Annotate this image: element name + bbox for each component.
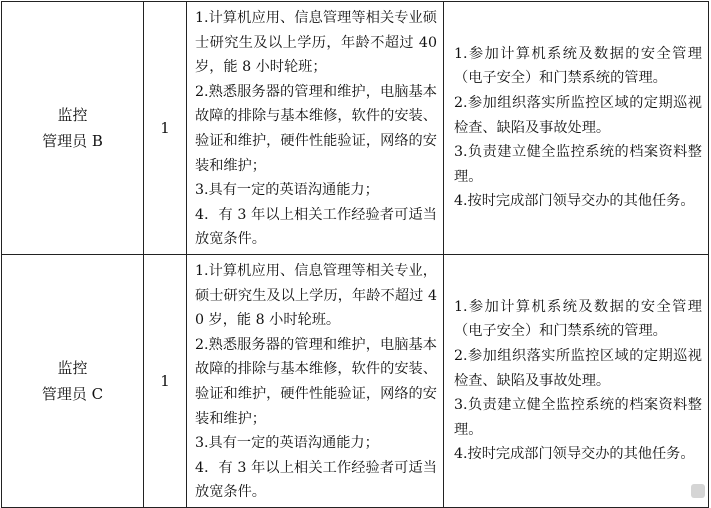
job-title-cell [2,254,144,507]
requirement-item: 4．有 3 年以上相关工作经验者可适当放宽条件。 [195,206,437,248]
job-requirements-table [1,1,709,508]
duty-item: 3.负责建立健全监控系统的档案资料整理。 [454,144,702,185]
wechat-logo-icon [691,484,705,498]
requirements-cell [187,2,444,255]
job-row-monitor-c [2,254,709,507]
requirement-item: 2.熟悉服务器的管理和维护，电脑基本故障的排除与基本维修，软件的安装、验证和维护，硬件性能验证，网络的安装和维护； [195,336,437,427]
headcount-cell: 1 [144,2,187,255]
job-title-line1: 监控 [57,105,88,124]
requirement-item: 3.具有一定的英语沟通能力； [195,182,379,199]
job-title-line2: 管理员 C [41,384,104,403]
duties-cell [444,2,709,255]
job-title-line1: 监控 [57,358,88,377]
duty-item: 2.参加组织落实所监控区域的定期巡视检查、缺陷及事故处理。 [454,348,702,389]
requirements-cell [187,254,444,507]
requirement-item: 4．有 3 年以上相关工作经验者可适当放宽条件。 [195,459,437,501]
duty-item: 3.负责建立健全监控系统的档案资料整理。 [454,397,702,438]
duty-item: 4.按时完成部门领导交办的其他任务。 [454,446,695,463]
headcount-cell: 1 [144,254,187,507]
requirement-item: 2.熟悉服务器的管理和维护，电脑基本故障的排除与基本维修，软件的安装、验证和维护，硬件性能验证，网络的安装和维护； [195,83,437,174]
requirement-item: 1.计算机应用、信息管理等相关专业硕士研究生及以上学历，年龄不超过 40 岁，能 8 小时轮班； [195,10,437,76]
job-row-monitor-b [2,2,709,255]
duty-item: 2.参加组织落实所监控区域的定期巡视检查、缺陷及事故处理。 [454,95,702,136]
duties-cell [444,254,709,507]
duty-item: 4.按时完成部门领导交办的其他任务。 [454,193,695,210]
requirement-item: 3.具有一定的英语沟通能力； [195,435,379,452]
job-title-cell [2,2,144,255]
watermark [691,484,705,498]
requirement-item: 1.计算机应用、信息管理等相关专业，硕士研究生及以上学历，年龄不超过 40 岁，能 8 小时轮班。 [195,262,437,329]
duty-item: 1.参加计算机系统及数据的安全管理（电子安全）和门禁系统的管理。 [454,45,702,87]
job-title-line2: 管理员 B [42,131,103,150]
duty-item: 1.参加计算机系统及数据的安全管理（电子安全）和门禁系统的管理。 [454,298,702,340]
